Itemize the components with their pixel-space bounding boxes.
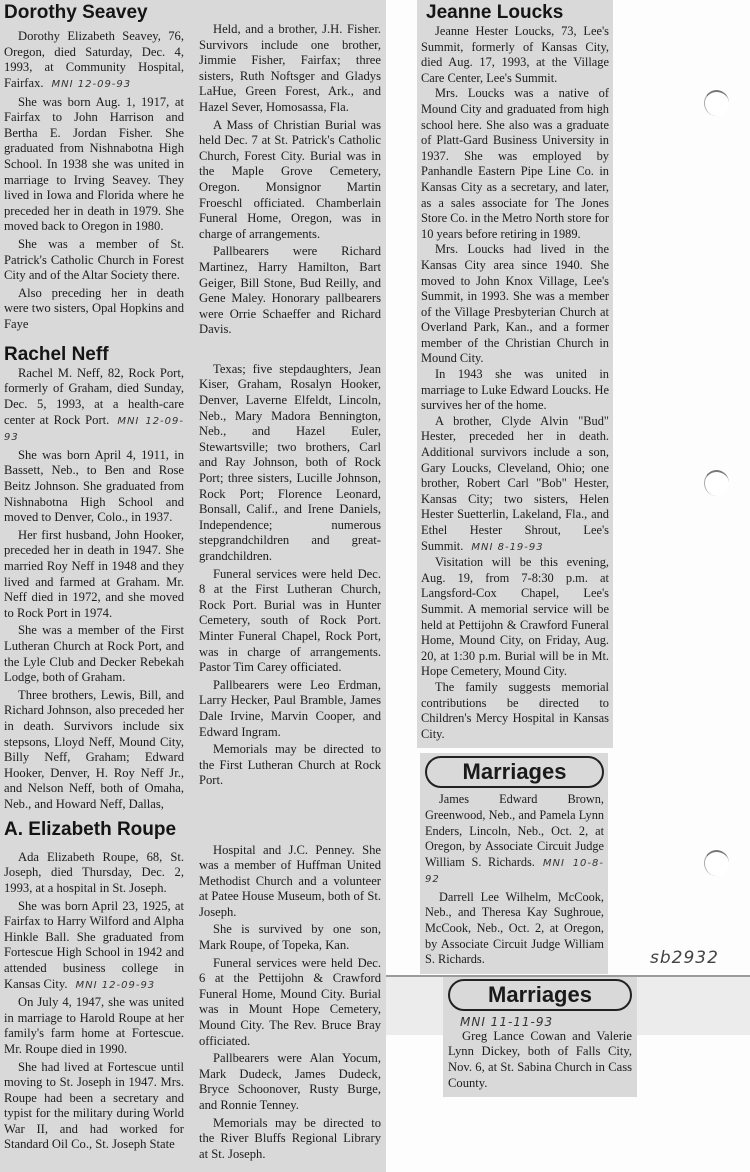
marriages-1-text xyxy=(425,792,604,968)
paragraph xyxy=(4,1060,184,1154)
neff-column-1 xyxy=(4,366,184,815)
paragraph-text: A Mass of Christian Burial was held Dec. 7 at St. Patrick's Catholic Church, Forest City. Burial was in the Maple Grove Cemetery, Oregon. Monsignor Martin Froeschl officiated. Chamberlain Funeral Home, Oregon, was in charge of arrangements. xyxy=(199,117,381,241)
paragraph-text: Jeanne Hester Loucks, 73, Lee's Summit, formerly of Kansas City, died Aug. 17, 1993, at the Village Care Center, Lee's Summit. xyxy=(421,24,609,85)
paragraph-text: Pallbearers were Alan Yocum, Mark Dudeck, James Dudeck, Bryce Schoonover, Rusty Burge, and Ronnie Tenney. xyxy=(199,1051,381,1112)
handwritten-date-note: MNI 8-19-93 xyxy=(471,541,544,553)
paragraph xyxy=(4,899,184,994)
paragraph xyxy=(4,286,184,333)
obituary-roupe xyxy=(4,819,382,1165)
paragraph xyxy=(421,414,609,555)
paragraph xyxy=(199,1051,381,1113)
paragraph-text: Mrs. Loucks had lived in the Kansas City area since 1940. She moved to John Knox Village, Lee's Summit, in 1993. She was a member of the Village Presbyterian Church at Overland Park, Kan., and a former member of the Christian Church in Mound City. xyxy=(421,242,609,366)
paragraph xyxy=(199,843,381,921)
paragraph-text: James Edward Brown, Greenwood, Neb., and Pamela Lynn Enders, Lincoln, Neb., Oct. 2, at Oregon, by Associate Circuit Judge William S. Richards. xyxy=(425,792,604,869)
binder-hole-bottom xyxy=(704,850,729,876)
handwritten-scan-label: sb2932 xyxy=(650,948,719,968)
obituary-heading-loucks: Jeanne Loucks xyxy=(426,2,564,23)
loucks-column xyxy=(421,24,609,742)
roupe-column-2 xyxy=(199,819,381,1165)
paragraph-text: Pallbearers were Leo Erdman, Larry Hecker, Paul Bramble, James Dale Irvine, Marvin Cooper, and Edward Ingram. xyxy=(199,677,381,739)
seavey-column-2 xyxy=(199,2,381,340)
paragraph-text: On July 4, 1947, she was united in marriage to Harold Roupe at her family's farm home at Fortescue. Mr. Roupe died in 1990. xyxy=(4,995,184,1056)
paragraph xyxy=(4,995,184,1057)
paragraph xyxy=(421,367,609,414)
handwritten-date-note: MNI 12-09-93 xyxy=(4,415,184,444)
paragraph xyxy=(421,24,609,86)
paragraph-text: She is survived by one son, Mark Roupe, of Topeka, Kan. xyxy=(199,922,381,953)
seavey-column-1 xyxy=(4,29,184,340)
marriages-clipping-1 xyxy=(420,753,608,974)
handwritten-date-note: MNI 10-8-92 xyxy=(425,857,604,886)
marriages-heading-2: Marriages xyxy=(448,979,632,1011)
obituary-clipping-loucks xyxy=(417,0,613,748)
roupe-column-1 xyxy=(4,850,184,1165)
handwritten-date-note: MNI 11-11-93 xyxy=(460,1014,554,1029)
marriages-heading-1: Marriages xyxy=(425,756,604,788)
paragraph-text: Memorials may be directed to the River Bluffs Regional Library at St. Joseph. xyxy=(199,1115,381,1161)
paragraph xyxy=(4,95,184,235)
paragraph xyxy=(421,242,609,367)
paragraph xyxy=(4,448,184,526)
binder-hole-middle xyxy=(704,470,729,496)
paragraph-text: Greg Lance Cowan and Valerie Lynn Dickey, both of Falls City, Nov. 6, at St. Sabina Church in Cass County. xyxy=(448,1028,632,1090)
paragraph xyxy=(199,922,381,953)
obituary-heading-neff: Rachel Neff xyxy=(4,343,109,365)
paragraph xyxy=(4,237,184,284)
paragraph-text: Also preceding her in death were two sisters, Opal Hopkins and Faye xyxy=(4,285,184,331)
paragraph xyxy=(421,86,609,242)
paragraph-text: Pallbearers were Richard Martinez, Harry Hamilton, Bart Geiger, Bill Stone, Bud Reilly, and Gene Maley. Honorary pallbearers were Orrie Schaeffer and Richard Davis. xyxy=(199,244,381,337)
paragraph xyxy=(199,567,381,676)
right-clippings xyxy=(417,0,639,1097)
handwritten-date-note: MNI 12-09-93 xyxy=(51,79,132,91)
binder-hole-top xyxy=(704,90,729,116)
handwritten-date-note: MNI 12-09-93 xyxy=(75,979,156,991)
paragraph xyxy=(4,366,184,446)
paragraph xyxy=(4,528,184,622)
obituary-seavey xyxy=(4,2,382,340)
paragraph-text: Mrs. Loucks was a native of Mound City and graduated from high school here. She also was a graduate of Platt-Gard Business University in 1937. She was employed by Panhandle Eastern Pipe Line Co. in Kansas City as a secretary, and later, as a sales associate for The Jones Store Co. in the Metro North store for 10 years before retiring in 1989. xyxy=(421,86,609,241)
marriages-clipping-2 xyxy=(443,977,637,1097)
paragraph xyxy=(199,742,381,789)
paragraph xyxy=(4,850,184,897)
paragraph-text: Three brothers, Lewis, Bill, and Richard Johnson, also preceded her in death. Survivors include six stepsons, Lloyd Neff, Mound City, Billy Neff, Graham; Edward Hooker, Denver, H. Roy Neff Jr., and Nelson Neff, both of Omaha, Neb., and Howard Neff, Dallas, xyxy=(4,687,184,811)
paragraph xyxy=(448,1029,632,1091)
paragraph xyxy=(421,555,609,680)
paragraph-text: Hospital and J.C. Penney. She was a member of Huffman United Methodist Church and a volunteer at Patee House Museum, both of St. Joseph. xyxy=(199,842,381,919)
paragraph xyxy=(199,956,381,1050)
marriages-2-text xyxy=(448,1029,632,1091)
paragraph xyxy=(199,362,381,565)
paragraph-text: Ada Elizabeth Roupe, 68, St. Joseph, died Thursday, Dec. 2, 1993, at a hospital in St. Joseph. xyxy=(4,849,184,895)
paragraph-text: Darrell Lee Wilhelm, McCook, Neb., and Theresa Kay Sughroue, McCook, Neb., Oct. 2, at Oregon, by Associate Circuit Judge William S. Richards. xyxy=(425,889,604,967)
obituary-neff xyxy=(4,344,382,815)
paragraph-text: Dorothy Elizabeth Seavey, 76, Oregon, died Saturday, Dec. 4, 1993, at Community Hospital, Fairfax. xyxy=(4,29,184,91)
obituary-heading-seavey: Dorothy Seavey xyxy=(4,2,148,23)
paragraph-text: Her first husband, John Hooker, preceded her in death in 1947. She married Roy Neff in 1948 and they lived and farmed at Graham. Mr. Neff died in 1972, and she moved to Rock Port in 1974. xyxy=(4,527,184,620)
paragraph xyxy=(4,29,184,92)
paragraph-text: Funeral services were held Dec. 6 at the Pettijohn & Crawford Funeral Home, Mound City. Burial was in Mount Hope Cemetery, Mound City. The Rev. Bruce Bray officiated. xyxy=(199,955,381,1048)
paragraph-text: She was born Aug. 1, 1917, at Fairfax to John Harrison and Bertha E. Jordan Fisher. She graduated from Nishnabotna High School. In 1938 she was united in marriage to Irving Seavey. They lived in Iowa and Florida where he preceded her in death in 1979. She moved back to Oregon in 1980. xyxy=(4,94,184,234)
obituary-heading-roupe: A. Elizabeth Roupe xyxy=(4,818,177,840)
paragraph-text: She was born April 23, 1925, at Fairfax to Harry Wilford and Alpha Hinkle Ball. She graduated from Fortescue High School in 1942 and attended business college in Kansas City. xyxy=(4,898,184,991)
paragraph xyxy=(199,118,381,243)
paragraph xyxy=(199,244,381,338)
paragraph-text: Memorials may be directed to the First Lutheran Church at Rock Port. xyxy=(199,742,381,788)
paragraph-text: Texas; five stepdaughters, Jean Kiser, Graham, Rosalyn Hooker, Denver, Laverne Elfeldt, Lincoln, Neb., Mary Madora Bennington, Neb., and Hazel Euler, Stewartsville; two brothers, Carl and Ray Johnson, both of Rock Port; three sisters, Lucille Johnson, Rock Port; Florence Leonard, Bonsall, Calif., and Irene Daniels, Independence; numerous stepgrandchildren and great-grandchildren. xyxy=(199,361,381,563)
paragraph xyxy=(199,1116,381,1163)
paragraph xyxy=(4,688,184,813)
paragraph-text: She was a member of St. Patrick's Catholic Church in Forest City and of the Altar Society there. xyxy=(4,237,184,283)
paragraph-text: Rachel M. Neff, 82, Rock Port, formerly of Graham, died Sunday, Dec. 5, 1993, at a health-care center at Rock Port. xyxy=(4,365,184,427)
paragraph-text: Funeral services were held Dec. 8 at the First Lutheran Church, Rock Port. Burial was in Hunter Cemetery, south of Rock Port. Minter Funeral Chapel, Rock Port, was in charge of arrangements. Pastor Tim Carey officiated. xyxy=(199,566,381,675)
paragraph-text: She was born April 4, 1911, in Bassett, Neb., to Ben and Rose Beitz Johnson. She graduated from Nishnabotna High School and moved to Denver, Colo., in 1937. xyxy=(4,447,184,525)
paragraph xyxy=(421,680,609,742)
neff-column-2 xyxy=(199,344,381,815)
paragraph-text: Held, and a brother, J.H. Fisher. Survivors include one brother, Jimmie Fisher, Fairfax; three sisters, Ruth Noftsger and Gladys LaHue, Green Forest, Ark., and Hazel Sever, Homosassa, Fla. xyxy=(199,22,381,114)
paragraph xyxy=(425,890,604,968)
paragraph-text: Visitation will be this evening, Aug. 19, from 7-8:30 p.m. at Langsford-Cox Chapel, Lee's Summit. A memorial service will be held at Pettijohn & Crawford Funeral Home, Mound City, on Friday, Aug. 20, at 1:30 p.m. Burial will be in Mt. Hope Cemetery, Mound City. xyxy=(421,555,609,679)
paragraph-text: The family suggests memorial contributions be directed to Children's Mercy Hospital in Kansas City. xyxy=(421,679,609,741)
paragraph xyxy=(199,678,381,740)
paragraph-text: She was a member of the First Lutheran Church at Rock Port, and the Lyle Club and Decker Rebekah Lodge, both of Graham. xyxy=(4,623,184,685)
paragraph-text: In 1943 she was united in marriage to Luke Edward Loucks. He survives her of the home. xyxy=(421,367,609,413)
paragraph xyxy=(425,792,604,888)
paragraph xyxy=(4,623,184,685)
paragraph xyxy=(199,22,381,116)
paragraph-text: She had lived at Fortescue until moving to St. Joseph in 1947. Mrs. Roupe had been a secretary and typist for the military during World War II, and had worked for Standard Oil Co., St. Joseph State xyxy=(4,1059,184,1152)
paragraph-text: A brother, Clyde Alvin "Bud" Hester, preceded her in death. Additional survivors include a son, Gary Loucks, Cleveland, Ohio; one brother, Robert Carl "Bob" Hester, Kansas City; two sisters, Helen Hester Suetterlin, Lakeland, Fla., and Ethel Hester Shrout, Lee's Summit. xyxy=(421,413,609,553)
